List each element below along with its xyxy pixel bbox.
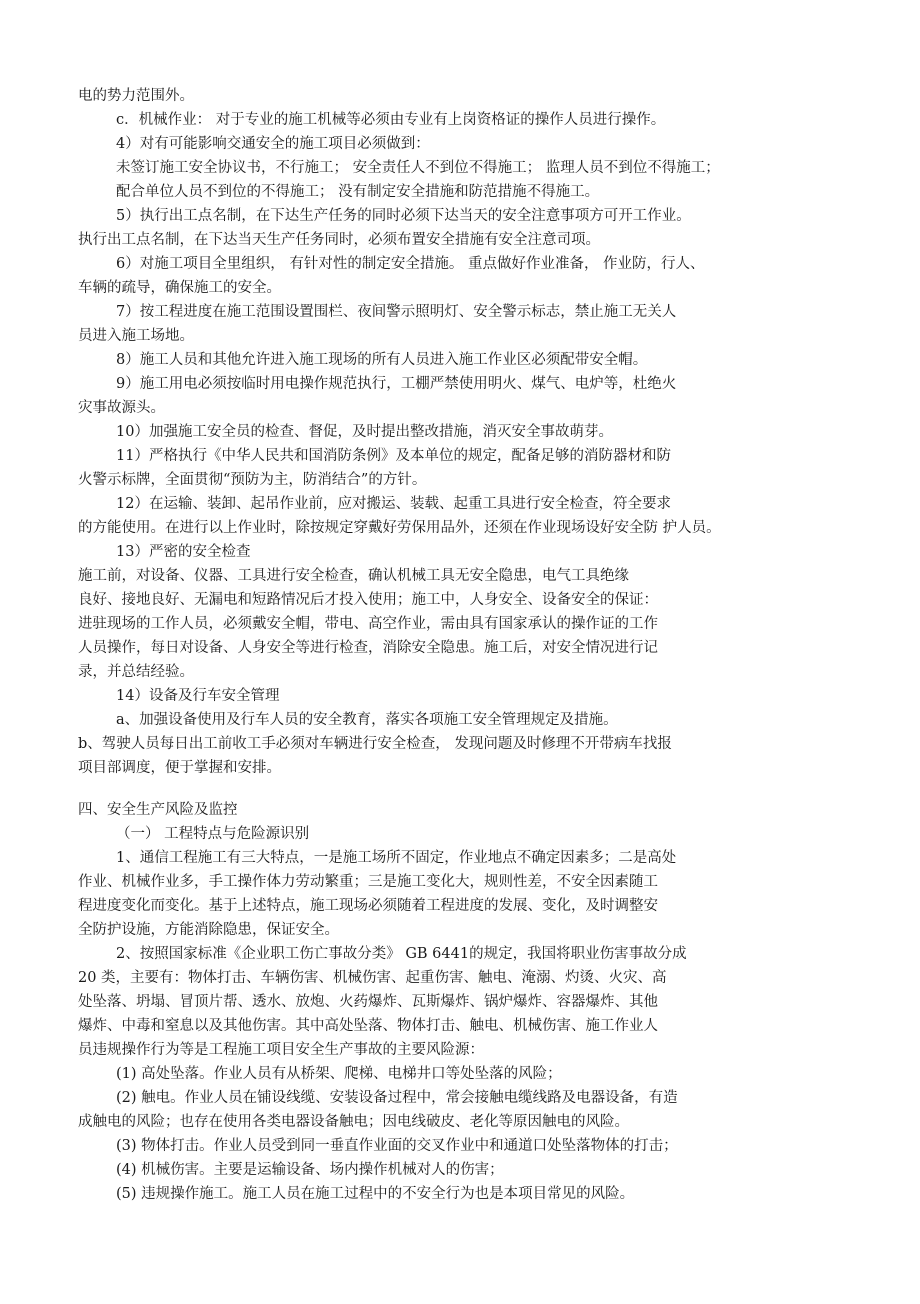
text-line: 5）执行出工点名制，在下达生产任务的同时必须下达当天的安全注意事项方可开工作业。	[116, 208, 691, 224]
text-line: 车辆的疏导，确保施工的安全。	[78, 280, 281, 296]
text-line: 8）施工人员和其他允许进入施工现场的所有人员进入施工作业区必须配带安全帽。	[116, 352, 648, 368]
text-line: 11）严格执行《中华人民共和国消防条例》及本单位的规定，配备足够的消防器材和防	[116, 448, 671, 464]
list-item: (4) 机械伤害。主要是运输设备、场内操作机械对人的伤害；	[116, 1162, 504, 1178]
list-item: (5) 违规操作施工。施工人员在施工过程中的不安全行为也是本项目常见的风险。	[116, 1186, 635, 1202]
list-item: (2) 触电。作业人员在铺设线缆、安装设备过程中，常会接触电缆线路及电器设备，有造	[116, 1090, 678, 1106]
text-line: 人员操作，每日对设备、人身安全等进行检查，消除安全隐患。施工后，对安全情况进行记	[78, 640, 658, 656]
text-line: 14）设备及行车安全管理	[116, 688, 280, 704]
text-line: 1、通信工程施工有三大特点，一是施工场所不固定，作业地点不确定因素多；二是高处	[116, 850, 677, 866]
text-line: 爆炸、中毒和窒息以及其他伤害。其中高处坠落、物体打击、触电、机械伤害、施工作业人	[78, 1018, 658, 1034]
text-line: b、驾驶人员每日出工前收工手必须对车辆进行安全检查， 发现问题及时修理不开带病车找报	[78, 736, 672, 752]
text-line: 处坠落、坍塌、冒顶片帮、透水、放炮、火药爆炸、瓦斯爆炸、锅炉爆炸、容器爆炸、其他	[78, 994, 658, 1010]
list-item: (3) 物体打击。作业人员受到同一垂直作业面的交叉作业中和通道口处坠落物体的打击；	[116, 1138, 678, 1154]
text-line: 的方能使用。在进行以上作业时，除按规定穿戴好劳保用品外，还须在作业现场设好安全防 护人员。	[78, 520, 721, 536]
text-line: 施工前，对设备、仪器、工具进行安全检查，确认机械工具无安全隐患，电气工具绝缘	[78, 568, 629, 584]
text-line: 录，并总结经验。	[78, 664, 194, 680]
text-line: 9）施工用电必须按临时用电操作规范执行，工棚严禁使用明火、煤气、电炉等，杜绝火	[116, 376, 677, 392]
text-line: 程进度变化而变化。基于上述特点，施工现场必须随着工程进度的发展、变化，及时调整安	[78, 898, 658, 914]
text-line: 火警示标牌，全面贯彻“预防为主，防消结合”的方针。	[78, 472, 427, 488]
text-line: 2、按照国家标准《企业职工伤亡事故分类》 GB 6441的规定，我国将职业伤害事故分成	[116, 946, 687, 962]
text-line: 10）加强施工安全员的检查、督促，及时提出整改措施，消灭安全事故萌芽。	[116, 424, 613, 440]
section-heading: 四、安全生产风险及监控	[78, 802, 238, 818]
text-line: 员进入施工场地。	[78, 328, 194, 344]
text-line: 6）对施工项目全里组织， 有针对性的制定安全措施。 重点做好作业准备， 作业防，行人、	[116, 256, 705, 272]
text-line: 12）在运输、装卸、起吊作业前，应对搬运、装载、起重工具进行安全检查，符全要求	[116, 496, 671, 512]
text-line: c．机械作业： 对于专业的施工机械等必须由专业有上岗资格证的操作人员进行操作。	[116, 112, 666, 128]
text-line: 良好、接地良好、无漏电和短路情况后才投入使用；施工中，人身安全、设备安全的保证：	[78, 592, 658, 608]
text-line: 执行出工点名制，在下达当天生产任务同时，必须布置安全措施有安全注意司项。	[78, 232, 600, 248]
text-line: 未签订施工安全协议书，不行施工； 安全责任人不到位不得施工； 监理人员不到位不得施工；	[116, 160, 720, 176]
text-line: 4）对有可能影响交通安全的施工项目必须做到：	[116, 136, 430, 152]
subsection-heading: （一） 工程特点与危险源识别	[116, 826, 310, 842]
text-line: 电的势力范围外。	[78, 88, 194, 104]
text-line: a、加强设备使用及行车人员的安全教育，落实各项施工安全管理规定及措施。	[116, 712, 618, 728]
text-line: 作业、机械作业多，手工操作体力劳动繁重；三是施工变化大，规则性差，不安全因素随工	[78, 874, 658, 890]
text-line: 7）按工程进度在施工范围设置围栏、夜间警示照明灯、安全警示标志，禁止施工无关人	[116, 304, 677, 320]
text-line: 全防护设施，方能消除隐患，保证安全。	[78, 922, 339, 938]
text-line: 灾事故源头。	[78, 400, 165, 416]
text-line: 进驻现场的工作人员，必须戴安全帽，带电、高空作业，需由具有国家承认的操作证的工作	[78, 616, 658, 632]
text-line: 20 类，主要有：物体打击、车辆伤害、机械伤害、起重伤害、触电、淹溺、灼烫、火灾、高	[78, 970, 667, 986]
text-line: 项目部调度，便于掌握和安排。	[78, 760, 281, 776]
text-line: 员违规操作行为等是工程施工项目安全生产事故的主要风险源：	[78, 1042, 484, 1058]
text-line: 成触电的风险；也存在使用各类电器设备触电；因电线破皮、老化等原因触电的风险。	[78, 1114, 629, 1130]
text-line: 13）严密的安全检查	[116, 544, 251, 560]
list-item: (1) 高处坠落。作业人员有从桥架、爬梯、电梯井口等处坠落的风险；	[116, 1066, 562, 1082]
text-line: 配合单位人员不到位的不得施工； 没有制定安全措施和防范措施不得施工。	[116, 184, 600, 200]
